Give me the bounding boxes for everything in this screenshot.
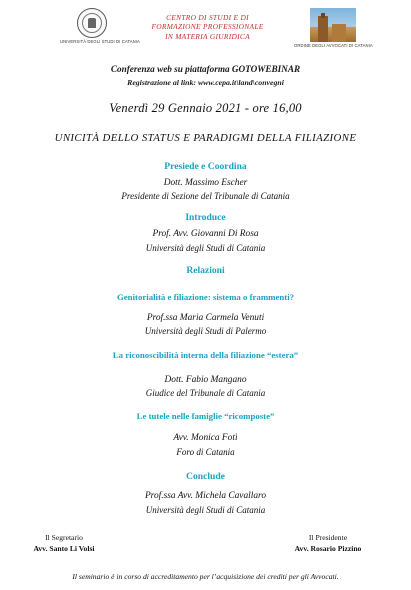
section-heading-relazioni: Relazioni xyxy=(186,265,225,276)
speaker-affiliation: Foro di Catania xyxy=(176,447,235,457)
secretary-signature xyxy=(14,533,114,553)
speaker-name: Dott. Massimo Escher xyxy=(163,178,248,188)
speaker-affiliation: Università degli Studi di Palermo xyxy=(144,326,267,336)
speaker-name: Dott. Fabio Mangano xyxy=(164,375,247,385)
speaker-affiliation: Presidente di Sezione del Tribunale di Catania xyxy=(121,191,290,201)
university-logo-caption: UNIVERSITÀ DEGLI STUDI DI CATANIA xyxy=(60,39,140,44)
speaker-name: Prof.ssa Maria Carmela Venuti xyxy=(146,313,265,323)
signature-role: Il Presidente xyxy=(308,533,348,542)
speaker-name: Prof. Avv. Giovanni Di Rosa xyxy=(152,229,259,239)
speaker-name: Avv. Monica Fotì xyxy=(173,433,238,443)
university-logo xyxy=(60,8,140,45)
event-date: Venerdì 29 Gennaio 2021 - ore 16,00 xyxy=(109,101,302,115)
president-signature xyxy=(268,533,388,553)
talk-topic: Genitorialità e filiazione: sistema o frammenti? xyxy=(116,292,295,302)
talk-topic: Le tutele nelle famiglie “ricomposte” xyxy=(136,411,275,421)
organizer-title xyxy=(140,13,275,41)
talk-topic: La riconoscibilità interna della filiazione “estera” xyxy=(112,350,299,360)
section-heading-presiede: Presiede e Coordina xyxy=(164,161,247,172)
section-heading-conclude: Conclude xyxy=(186,471,225,482)
signature-role: Il Segretario xyxy=(45,533,83,542)
organizer-title-line: IN MATERIA GIURIDICA xyxy=(165,31,250,41)
organizer-title-line: CENTRO DI STUDI E DI xyxy=(166,13,249,22)
registration-line: Registrazione al link: www.cepa.it\land\convegni xyxy=(127,78,284,87)
event-title: UNICITÀ DELLO STATUS E PARADIGMI DELLA FILIAZIONE xyxy=(54,132,357,144)
organizer-title-line: FORMAZIONE PROFESSIONALE xyxy=(151,22,264,32)
bar-association-caption: ORDINE DEGLI AVVOCATI DI CATANIA xyxy=(294,43,373,48)
speaker-affiliation: Università degli Studi di Catania xyxy=(145,243,266,253)
speaker-affiliation: Università degli Studi di Catania xyxy=(145,505,266,515)
cathedral-photo-icon xyxy=(310,8,356,42)
bar-association-logo xyxy=(294,8,372,49)
conference-platform-line: Conferenza web su piattaforma GOTOWEBINAR xyxy=(110,64,301,74)
signature-name: Avv. Rosario Pizzino xyxy=(294,544,362,553)
section-heading-introduce: Introduce xyxy=(185,212,226,223)
signature-name: Avv. Santo Li Volsi xyxy=(33,544,95,553)
speaker-name: Prof.ssa Avv. Michela Cavallaro xyxy=(144,491,267,501)
speaker-affiliation: Giudice del Tribunale di Catania xyxy=(145,388,266,398)
accreditation-note: Il seminario è in corso di accreditamento per l’acquisizione dei crediti per gli Avvocati. xyxy=(72,572,339,581)
university-seal-icon xyxy=(77,8,107,38)
